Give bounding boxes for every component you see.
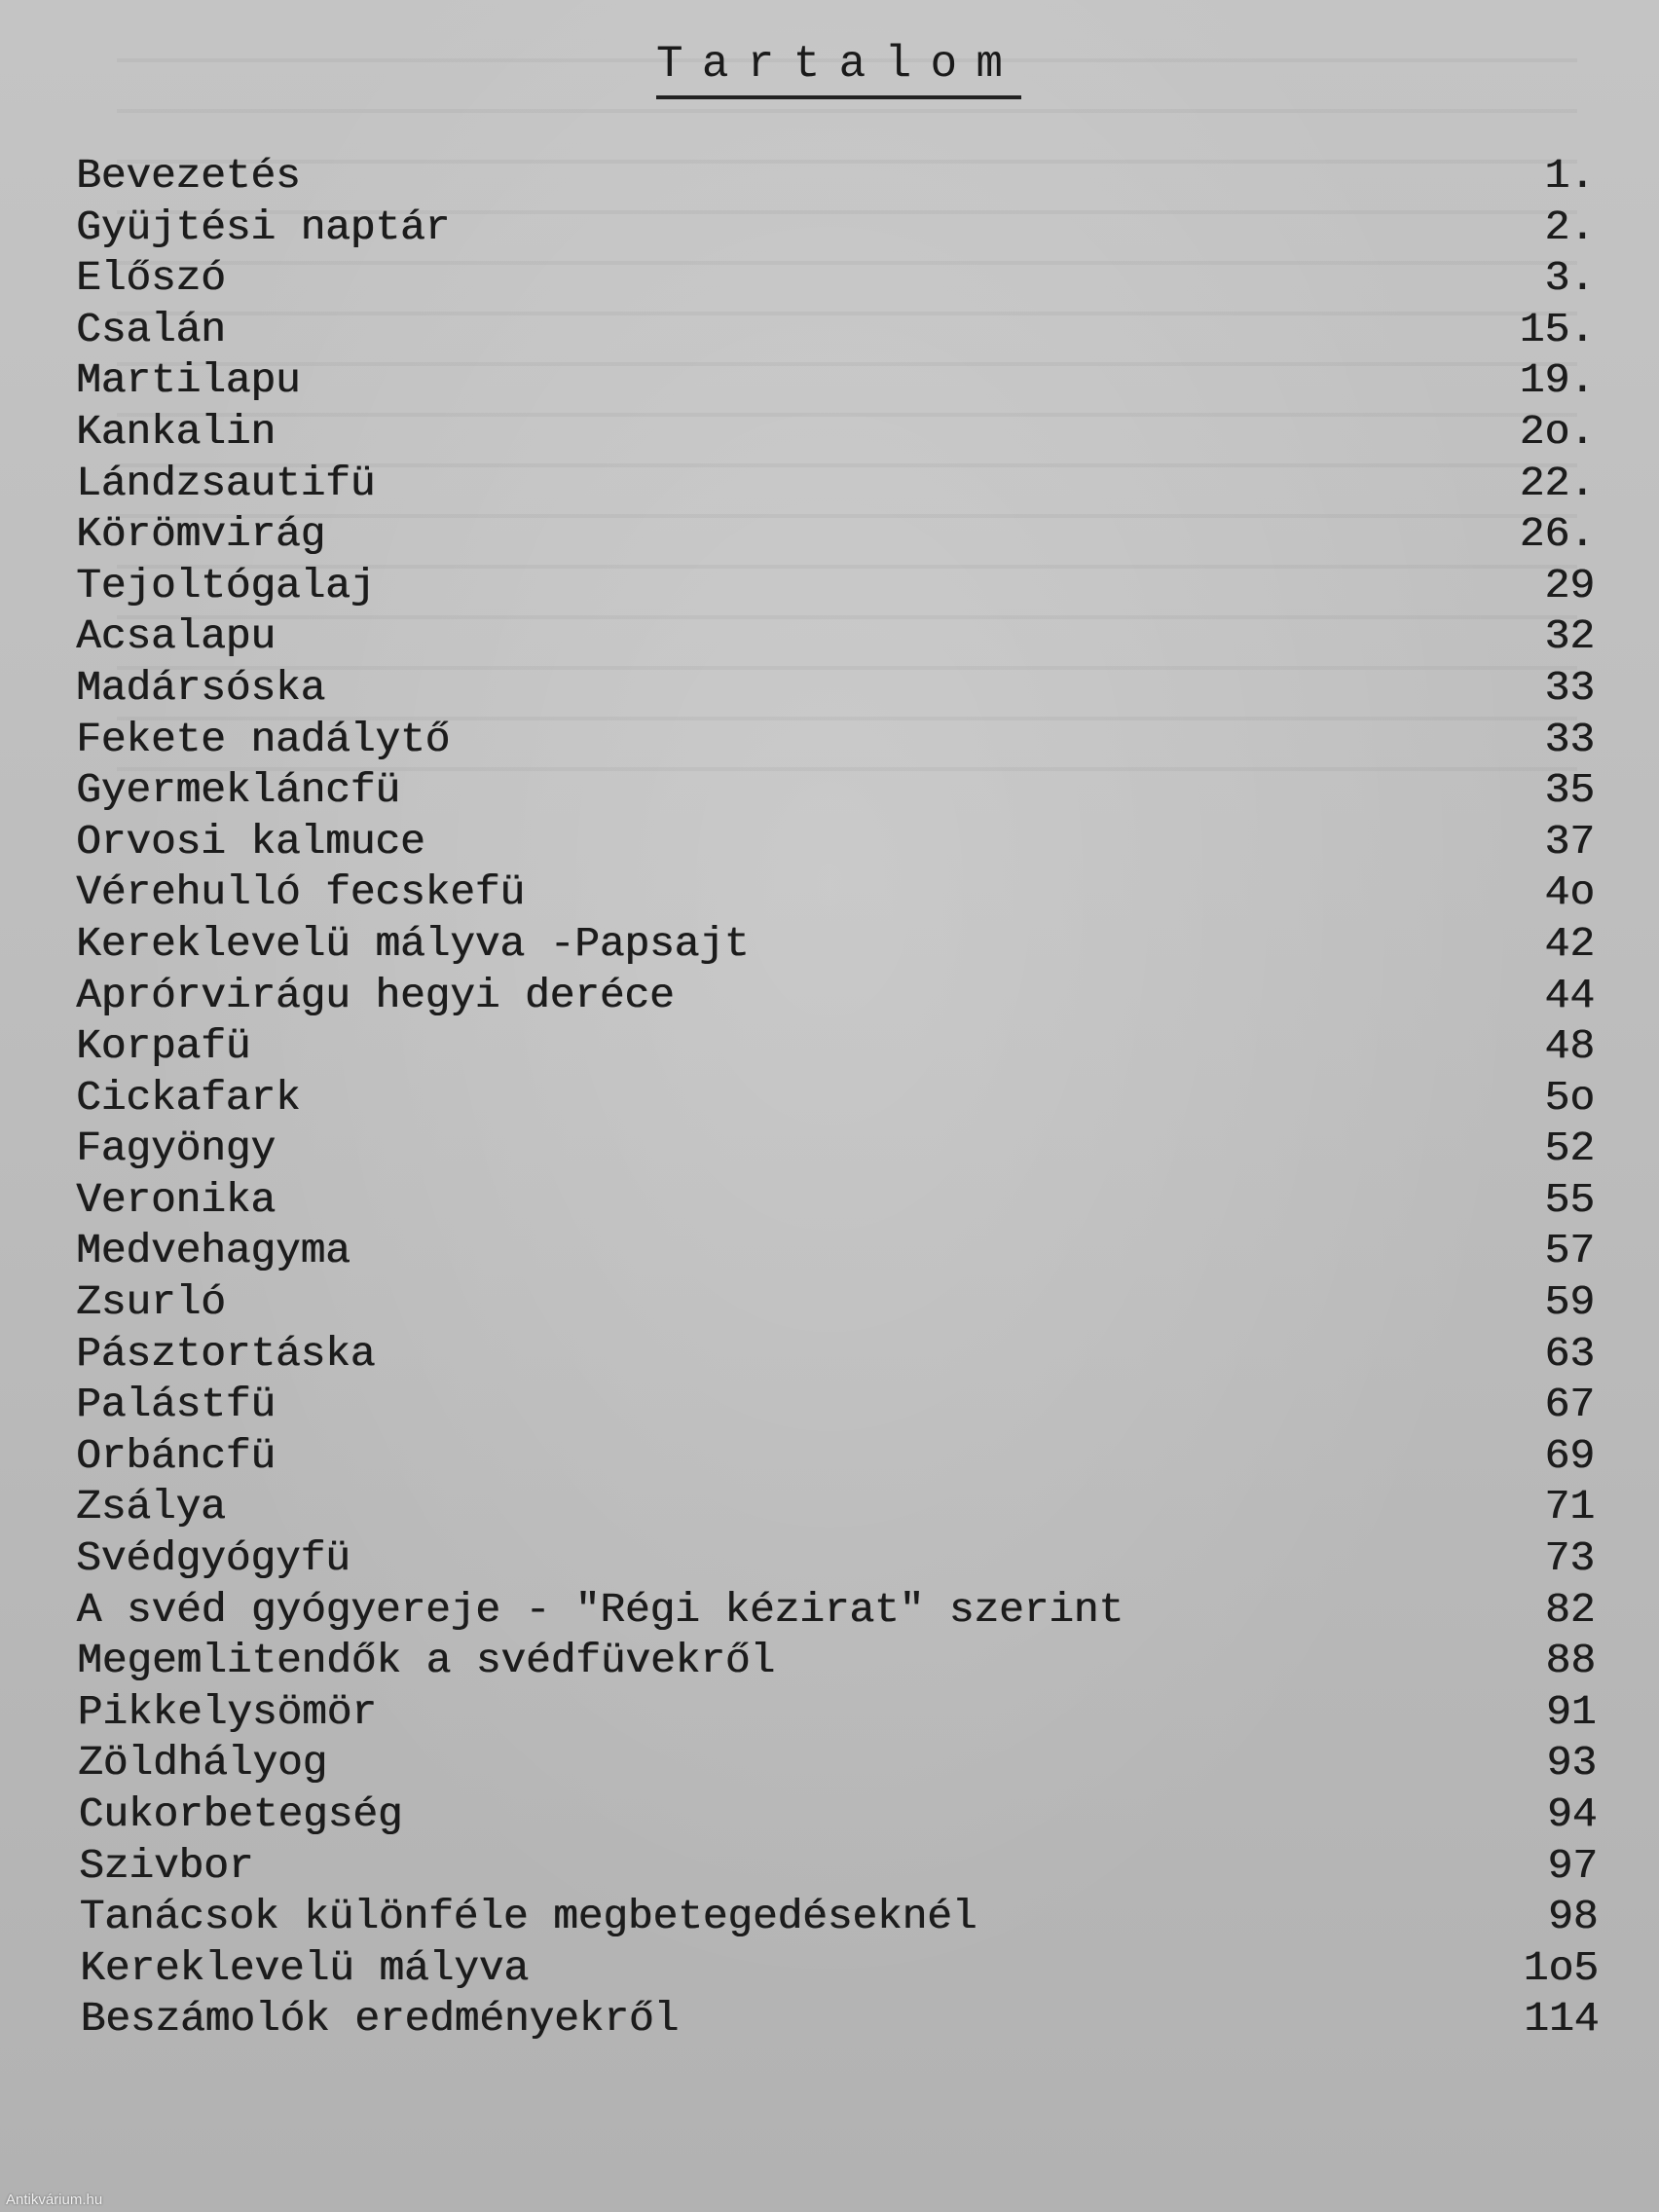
toc-entry-page-number: 29 xyxy=(1544,561,1595,609)
toc-entry xyxy=(76,765,1595,817)
toc-entry-title: Pásztortáska xyxy=(76,1329,376,1378)
toc-entry-page-number: 44 xyxy=(1544,971,1595,1019)
toc-entry-page-number: 37 xyxy=(1544,817,1595,866)
toc-entry-title: Megemlitendők a svédfüvekről xyxy=(77,1637,775,1685)
toc-entry xyxy=(76,203,1595,254)
toc-entry-page-number: 73 xyxy=(1544,1534,1595,1583)
toc-entry-page-number: 55 xyxy=(1544,1175,1595,1224)
toc-entry xyxy=(79,1841,1598,1893)
toc-entry-title: Vérehulló fecskefü xyxy=(76,868,525,917)
toc-entry xyxy=(76,1482,1595,1533)
toc-entry-title: Acsalapu xyxy=(76,612,276,661)
toc-entry-title: Cickafark xyxy=(76,1073,301,1122)
toc-entry xyxy=(76,509,1595,561)
toc-entry-page-number: 4o xyxy=(1544,868,1595,917)
toc-entry-title: Fagyöngy xyxy=(76,1124,276,1173)
toc-entry xyxy=(76,561,1595,612)
toc-entry-page-number: 33 xyxy=(1544,715,1595,763)
toc-entry-page-number: 114 xyxy=(1524,1995,1600,2044)
toc-entry-page-number: 94 xyxy=(1546,1790,1598,1838)
page-title xyxy=(0,39,1659,90)
toc-entry-title: Cukorbetegség xyxy=(78,1790,403,1838)
toc-entry-title: Tanácsok különféle megbetegedéseknél xyxy=(79,1893,977,1941)
toc-entry-title: Svédgyógyfü xyxy=(76,1534,350,1583)
toc-entry-page-number: 97 xyxy=(1547,1841,1598,1890)
toc-entry xyxy=(76,919,1595,971)
toc-entry-title: Pikkelysömör xyxy=(77,1687,377,1736)
toc-entry-page-number: 93 xyxy=(1546,1739,1597,1788)
toc-entry xyxy=(76,151,1595,203)
toc-entry xyxy=(76,1226,1595,1277)
toc-entry-title: Korpafü xyxy=(76,1022,251,1071)
toc-entry xyxy=(76,1431,1595,1483)
toc-entry-page-number: 82 xyxy=(1544,1585,1596,1634)
toc-entry-page-number: 32 xyxy=(1544,612,1595,661)
toc-entry xyxy=(76,1380,1595,1431)
toc-entry-title: Gyermekláncfü xyxy=(76,766,400,815)
toc-entry-title: Csalán xyxy=(76,305,226,353)
toc-entry-title: Zsálya xyxy=(76,1483,226,1531)
toc-entry-page-number: 22. xyxy=(1519,459,1595,507)
toc-entry xyxy=(80,1892,1599,1943)
toc-entry xyxy=(79,1789,1598,1841)
toc-entry-page-number: 19. xyxy=(1519,356,1595,405)
toc-entry xyxy=(76,817,1595,868)
toc-entry-page-number: 1o5 xyxy=(1523,1943,1599,1992)
toc-entry-page-number: 15. xyxy=(1519,305,1595,353)
toc-entry-title: Bevezetés xyxy=(76,152,301,200)
toc-entry-page-number: 5o xyxy=(1544,1073,1595,1122)
toc-entry-page-number: 35 xyxy=(1544,766,1595,815)
toc-entry-page-number: 88 xyxy=(1545,1637,1596,1685)
toc-entry-page-number: 63 xyxy=(1544,1329,1595,1378)
toc-entry xyxy=(81,1994,1600,2046)
toc-entry-page-number: 26. xyxy=(1519,510,1595,559)
toc-entry-title: Aprórvirágu hegyi deréce xyxy=(76,971,675,1019)
toc-entry xyxy=(76,1175,1595,1227)
toc-entry xyxy=(77,1636,1596,1687)
table-of-contents xyxy=(76,151,1600,2046)
toc-entry-page-number: 57 xyxy=(1544,1227,1595,1275)
toc-entry-title: A svéd gyógyereje - "Régi kézirat" szerint xyxy=(76,1585,1124,1634)
toc-entry-page-number: 67 xyxy=(1544,1381,1595,1429)
toc-entry-title: Orbáncfü xyxy=(76,1431,276,1480)
toc-entry xyxy=(76,1533,1595,1585)
toc-entry-title: Kereklevelü mályva xyxy=(80,1943,529,1992)
toc-entry-page-number: 59 xyxy=(1544,1278,1595,1327)
toc-entry-title: Kereklevelü mályva -Papsajt xyxy=(76,919,750,968)
toc-entry-page-number: 2. xyxy=(1544,203,1595,251)
toc-entry xyxy=(76,867,1595,919)
toc-entry-page-number: 1. xyxy=(1544,152,1595,200)
toc-entry-page-number: 69 xyxy=(1544,1431,1595,1480)
toc-entry-title: Körömvirág xyxy=(76,510,326,559)
toc-entry-page-number: 71 xyxy=(1544,1483,1595,1531)
toc-entry-title: Előszó xyxy=(76,254,226,303)
toc-entry-page-number: 2o. xyxy=(1519,407,1595,456)
toc-entry-title: Palástfü xyxy=(76,1381,276,1429)
page-title-text: Tartalom xyxy=(656,39,1021,99)
toc-entry xyxy=(76,1073,1595,1124)
toc-entry-title: Martilapu xyxy=(76,356,301,405)
toc-entry-title: Tejoltógalaj xyxy=(76,561,376,609)
toc-entry-page-number: 48 xyxy=(1544,1022,1595,1071)
toc-entry-title: Szivbor xyxy=(79,1841,254,1890)
toc-entry-page-number: 98 xyxy=(1547,1893,1599,1941)
toc-entry xyxy=(76,305,1595,356)
toc-entry xyxy=(78,1687,1597,1739)
toc-entry xyxy=(76,971,1595,1022)
toc-entry xyxy=(76,355,1595,407)
toc-entry xyxy=(76,715,1595,766)
toc-entry xyxy=(76,1277,1595,1329)
toc-entry xyxy=(76,1021,1595,1073)
toc-entry-title: Beszámolók eredményekről xyxy=(80,1995,680,2044)
toc-entry xyxy=(76,1124,1595,1175)
toc-entry xyxy=(78,1738,1597,1789)
toc-entry-page-number: 3. xyxy=(1544,254,1595,303)
toc-entry-title: Gyüjtési naptár xyxy=(76,203,451,251)
toc-entry xyxy=(80,1943,1599,1995)
toc-entry-title: Orvosi kalmuce xyxy=(76,817,425,866)
toc-entry-title: Fekete nadálytő xyxy=(76,715,451,763)
toc-entry-title: Zöldhályog xyxy=(78,1739,328,1788)
toc-entry-page-number: 33 xyxy=(1544,663,1595,712)
watermark: Antikvárium.hu xyxy=(6,2192,103,2208)
toc-entry xyxy=(76,459,1595,510)
toc-entry-title: Veronika xyxy=(76,1175,276,1224)
toc-entry-title: Lándzsautifü xyxy=(76,459,376,507)
toc-entry-title: Zsurló xyxy=(76,1278,226,1327)
toc-entry-title: Kankalin xyxy=(76,407,276,456)
toc-entry xyxy=(76,663,1595,715)
toc-entry-title: Madársóska xyxy=(76,663,326,712)
toc-entry xyxy=(77,1585,1596,1637)
toc-entry-page-number: 52 xyxy=(1544,1124,1595,1173)
toc-entry-title: Medvehagyma xyxy=(76,1227,350,1275)
toc-entry xyxy=(76,1329,1595,1381)
toc-entry xyxy=(76,611,1595,663)
toc-entry xyxy=(76,253,1595,305)
toc-entry-page-number: 91 xyxy=(1545,1687,1597,1736)
toc-entry-page-number: 42 xyxy=(1544,919,1595,968)
toc-entry xyxy=(76,407,1595,459)
